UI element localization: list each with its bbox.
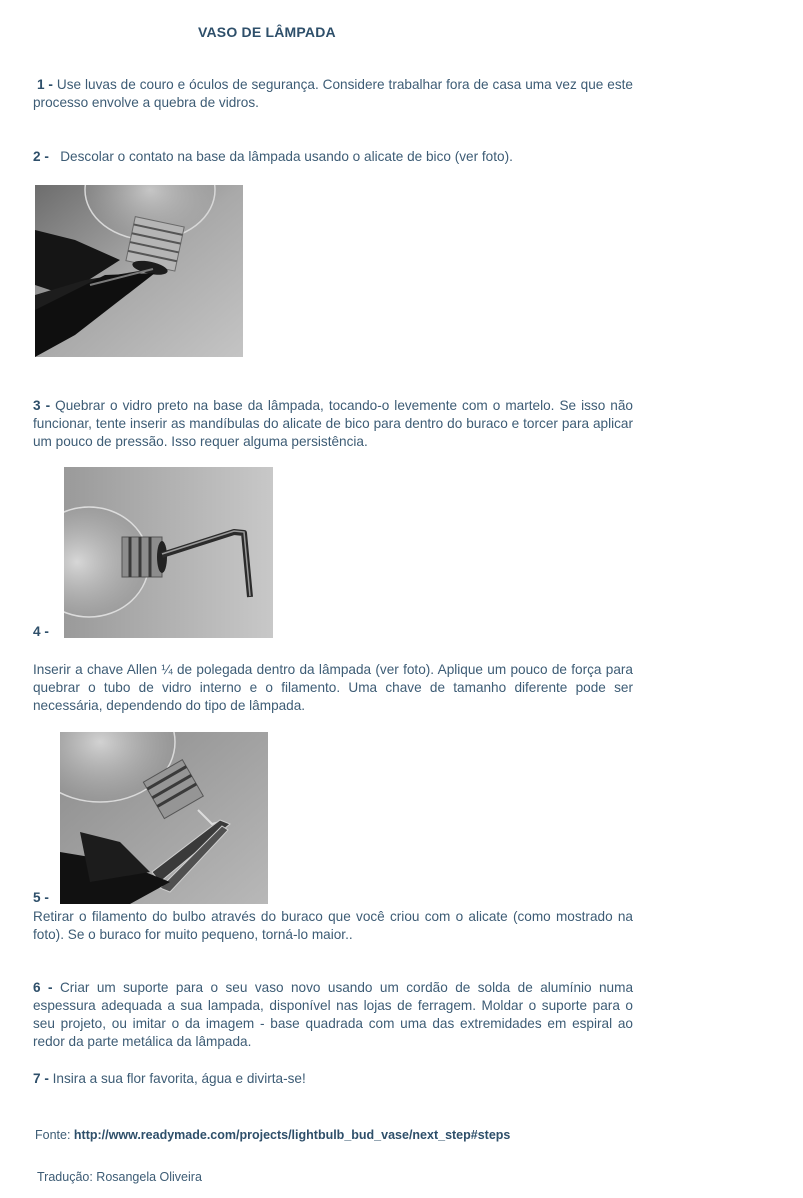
translation-credit: Tradução: Rosangela Oliveira	[37, 1170, 202, 1184]
step-text: Inserir a chave Allen ¼ de polegada dentro da lâmpada (ver foto). Aplique um pouco de força para quebrar o tubo de vidro interno e o filamento. Uma chave de tamanho diferente pode ser necessária, dependendo do tipo de lâmpada.	[33, 662, 633, 713]
step-number: 6 -	[33, 980, 53, 995]
source-label: Fonte:	[35, 1128, 71, 1142]
page-title: VASO DE LÂMPADA	[198, 24, 336, 40]
step-text: Descolar o contato na base da lâmpada usando o alicate de bico (ver foto).	[60, 149, 513, 164]
step-text: Insira a sua flor favorita, água e divirta-se!	[52, 1071, 306, 1086]
step-7	[33, 1070, 633, 1088]
photo-filament-removal	[60, 732, 268, 904]
step-6	[33, 979, 633, 1051]
step-text: Retirar o filamento do bulbo através do buraco que você criou com o alicate (como mostrado na foto). Se o buraco for muito pequeno, torná-lo maior..	[33, 909, 633, 942]
step-number: 2 -	[33, 149, 49, 164]
step-4-number	[33, 623, 63, 641]
step-1	[33, 76, 633, 112]
step-text: Criar um suporte para o seu vaso novo usando um cordão de solda de alumínio numa espessura adequada a sua lampada, disponível nas lojas de ferragem. Moldar o suporte para o seu projeto, ou imitar o da imagem - base quadrada com uma das extremidades em espiral ao redor da parte metálica da lâmpada.	[33, 980, 634, 1049]
photo-pliers-contact	[35, 185, 243, 357]
step-number: 3 -	[33, 398, 51, 413]
source-link[interactable]: http://www.readymade.com/projects/lightbulb_bud_vase/next_step#steps	[73, 1128, 511, 1142]
step-number: 4 -	[33, 624, 49, 639]
step-number: 5 -	[33, 890, 49, 905]
step-5-number	[33, 889, 63, 907]
step-5	[33, 908, 633, 944]
photo-allen-key	[64, 467, 273, 638]
source-line	[35, 1128, 510, 1142]
step-text: Use luvas de couro e óculos de segurança. Considere trabalhar fora de casa uma vez que este processo envolve a quebra de vidros.	[33, 77, 633, 110]
step-4	[33, 661, 633, 715]
step-text: Quebrar o vidro preto na base da lâmpada, tocando-o levemente com o martelo. Se isso não funcionar, tente inserir as mandíbulas do alicate de bico para dentro do buraco e torcer para aplicar um pouco de pressão. Isso requer alguma persistência.	[33, 398, 633, 449]
step-number: 1 -	[36, 77, 53, 92]
step-number: 7 -	[33, 1071, 49, 1086]
step-2	[33, 148, 633, 166]
step-3	[33, 397, 633, 451]
